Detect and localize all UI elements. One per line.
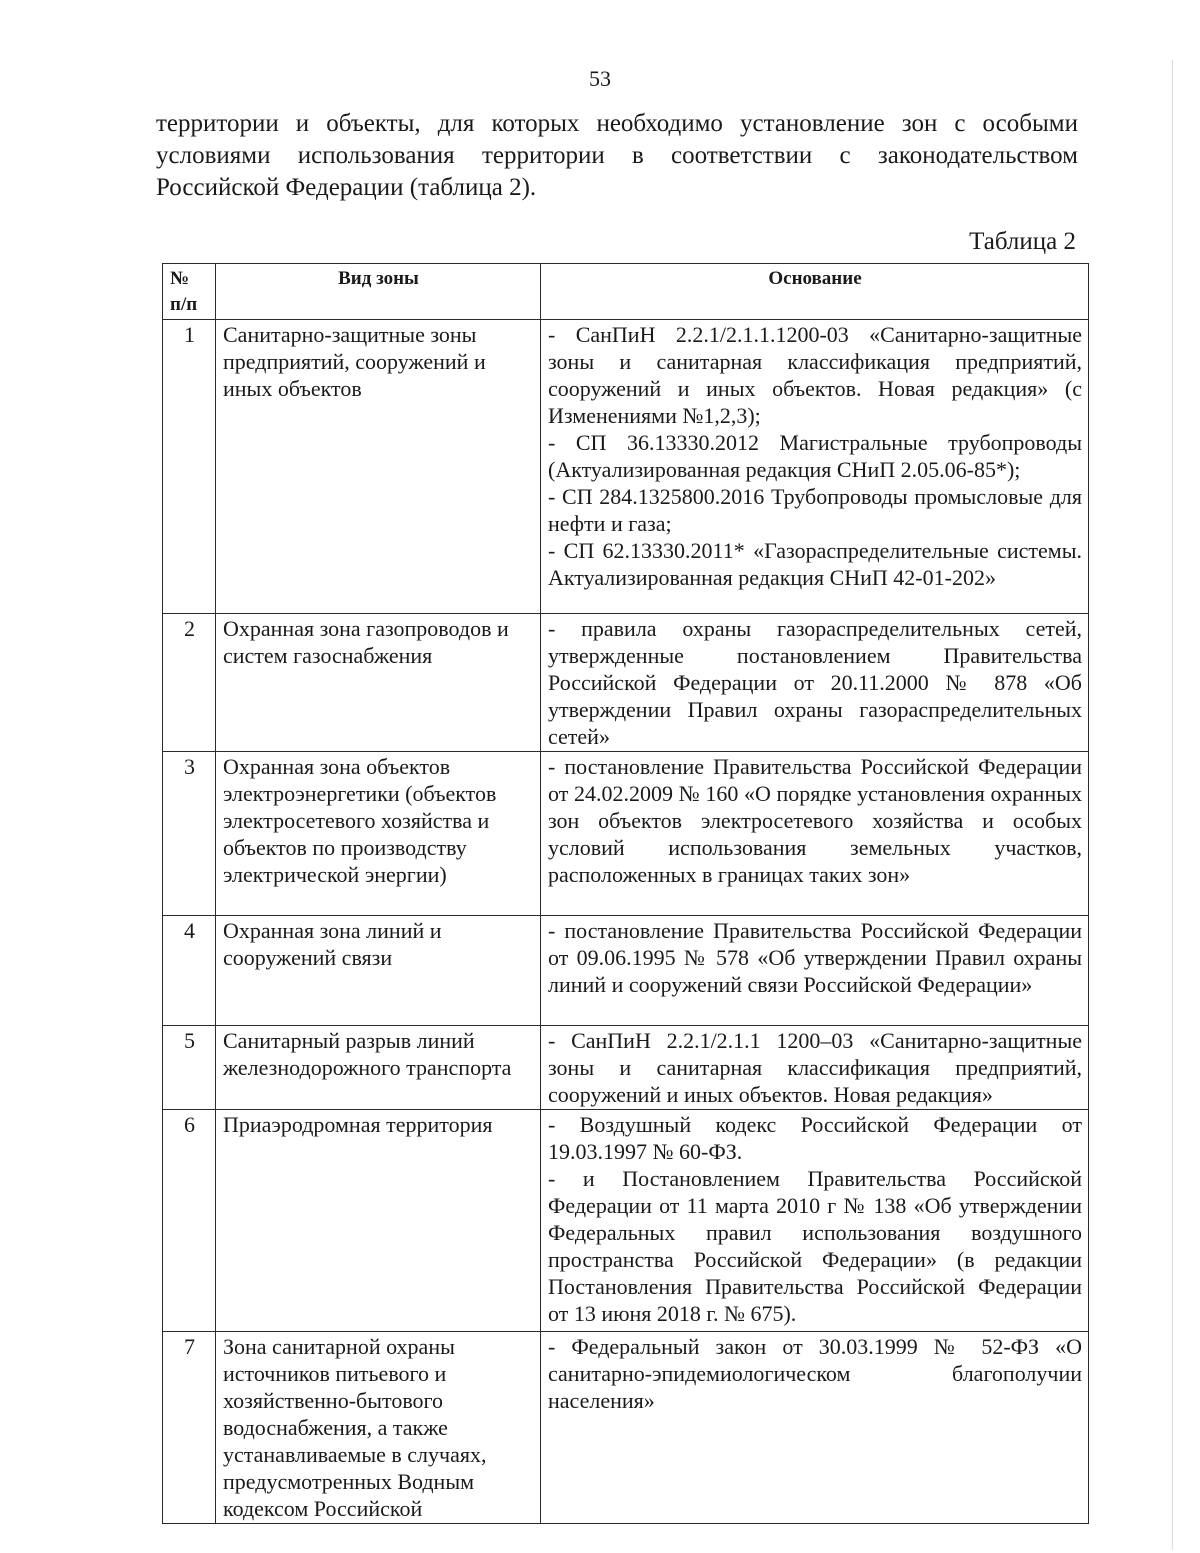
zones-table — [162, 263, 1089, 1524]
table-row — [163, 320, 1089, 614]
table-row — [163, 1110, 1089, 1332]
table-row — [163, 1026, 1089, 1110]
page-edge-line — [1172, 60, 1173, 1550]
table-row — [163, 1332, 1089, 1524]
zone-type-cell: Приаэродромная территория — [216, 1110, 541, 1332]
basis-item: - постановление Правительства Российской Федерации от 24.02.2009 № 160 «О порядке установления охранных зон объектов электросетевого хозяйства и особых условий использования земельных участков, расположенных в границах таких зон» — [548, 754, 1082, 887]
basis-item: - и Постановлением Правительства Российской Федерации от 11 марта 2010 г № 138 «Об утверждении Федеральных правил использования воздушного пространства Российской Федерации» (в редакции Постановления Правительства Российской Федерации от 13 июня 2018 г. № 675). — [548, 1166, 1082, 1326]
basis-item: - СП 284.1325800.2016 Трубопроводы промысловые для нефти и газа; — [548, 484, 1082, 536]
basis-item: - СП 62.13330.2011* «Газораспределительные системы. Актуализированная редакция СНиП 42-01-202» — [548, 538, 1082, 590]
row-number: 2 — [163, 614, 216, 752]
table-row — [163, 752, 1089, 916]
row-number: 3 — [163, 752, 216, 916]
basis-cell — [541, 320, 1089, 614]
row-number: 1 — [163, 320, 216, 614]
zone-type-cell: Охранная зона газопроводов и систем газоснабжения — [216, 614, 541, 752]
zone-type-cell: Охранная зона объектов электроэнергетики (объектов электросетевого хозяйства и объектов по производству электрической энергии) — [216, 752, 541, 916]
row-number: 7 — [163, 1332, 216, 1524]
basis-cell — [541, 1026, 1089, 1110]
intro-paragraph: территории и объекты, для которых необходимо установление зон с особыми условиями использования территории в соответствии с законодательством Российской Федерации (таблица 2). — [156, 110, 1078, 201]
zone-type-cell: Санитарно-защитные зоны предприятий, сооружений и иных объектов — [216, 320, 541, 614]
basis-item: - Воздушный кодекс Российской Федерации от 19.03.1997 № 60-ФЗ. — [548, 1112, 1082, 1164]
header-zone-type: Вид зоны — [216, 264, 541, 320]
table-header-row — [163, 264, 1089, 320]
zone-type-cell: Санитарный разрыв линий железнодорожного транспорта — [216, 1026, 541, 1110]
header-number: № п/п — [163, 264, 216, 320]
basis-item: - Федеральный закон от 30.03.1999 № 52-ФЗ «О санитарно-эпидемиологическом благополучии населения» — [548, 1334, 1082, 1413]
zone-type-cell: Охранная зона линий и сооружений связи — [216, 916, 541, 1026]
basis-cell — [541, 1110, 1089, 1332]
basis-item: - СанПиН 2.2.1/2.1.1 1200–03 «Санитарно-защитные зоны и санитарная классификация предприятий, сооружений и иных объектов. Новая редакция» — [548, 1028, 1082, 1107]
table-caption: Таблица 2 — [969, 228, 1076, 255]
basis-item: - правила охраны газораспределительных сетей, утвержденные постановлением Правительства Российской Федерации от 20.11.2000 № 878 «Об утверждении Правил охраны газораспределительных сетей» — [548, 616, 1082, 749]
row-number: 6 — [163, 1110, 216, 1332]
basis-cell — [541, 1332, 1089, 1524]
header-basis: Основание — [541, 264, 1089, 320]
basis-item: - СП 36.13330.2012 Магистральные трубопроводы (Актуализированная редакция СНиП 2.05.06-85*); — [548, 430, 1082, 482]
basis-cell — [541, 752, 1089, 916]
basis-cell — [541, 614, 1089, 752]
table-body — [163, 320, 1089, 1524]
basis-item: - постановление Правительства Российской Федерации от 09.06.1995 № 578 «Об утверждении Правил охраны линий и сооружений связи Российской Федерации» — [548, 918, 1082, 997]
row-number: 4 — [163, 916, 216, 1026]
page-number: 53 — [589, 66, 611, 91]
zone-type-cell: Зона санитарной охраны источников питьевого и хозяйственно-бытового водоснабжения, а также устанавливаемые в случаях, предусмотренных Водным кодексом Российской — [216, 1332, 541, 1524]
table-row — [163, 614, 1089, 752]
table-row — [163, 916, 1089, 1026]
basis-item: - СанПиН 2.2.1/2.1.1.1200-03 «Санитарно-защитные зоны и санитарная классификация предприятий, сооружений и иных объектов. Новая редакция» (с Изменениями №1,2,3); — [548, 322, 1082, 428]
row-number: 5 — [163, 1026, 216, 1110]
basis-cell — [541, 916, 1089, 1026]
